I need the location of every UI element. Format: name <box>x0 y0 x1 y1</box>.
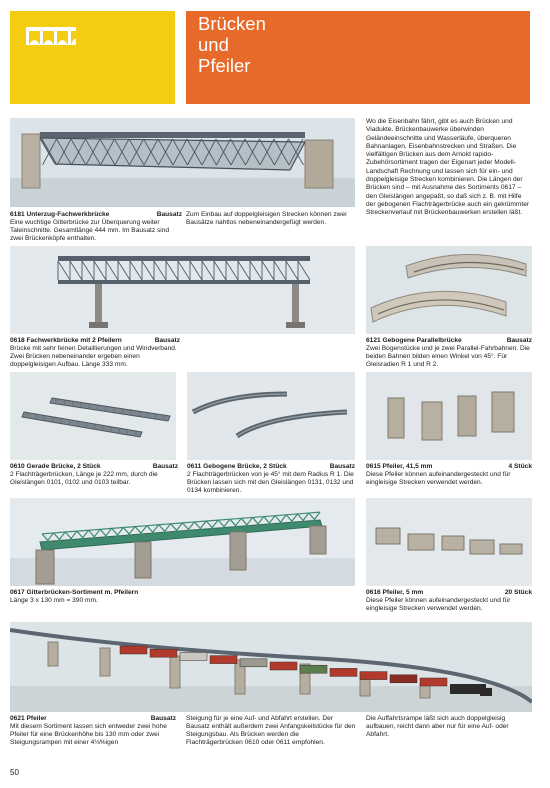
title-line: Pfeiler <box>198 55 251 76</box>
caption-title-row <box>10 463 178 471</box>
item-number: 0618 <box>10 337 25 344</box>
item-tag: Bausatz <box>329 463 355 470</box>
caption-0618 <box>10 337 180 369</box>
caption-0621-col3 <box>366 715 532 739</box>
item-name: Unterzug-Fachwerkbrücke <box>26 211 110 218</box>
caption-title-row <box>187 463 355 471</box>
page-number: 50 <box>10 768 19 777</box>
item-name: Gebogene Parallelbrücke <box>382 337 462 344</box>
item-description: Diese Pfeiler können aufeinandergesteckt und für eingleisige Strecken verwendet werden. <box>366 597 511 613</box>
item-name: Gitterbrücken-Sortiment m. Pfeilern <box>26 589 139 596</box>
photo-0618-bridge <box>10 246 355 334</box>
photo-6181-bridge <box>10 118 355 207</box>
photo-6121-curved-bridge <box>366 246 532 334</box>
caption-0611 <box>187 463 355 495</box>
item-tag: 20 Stück <box>504 589 532 596</box>
item-description: Mit diesem Sortiment lassen sich entweder zwei hohe Pfeiler für eine Brückenhöhe bis 130 mm oder zwei Steigungsrampen mit einer 4⅛%igen <box>10 723 167 747</box>
item-number: 6121 <box>366 337 381 344</box>
caption-6181-extra <box>186 211 352 227</box>
intro-text <box>366 118 532 218</box>
item-extra-note: Zum Einbau auf doppelgleisigen Strecken können zwei Bausätze nahtlos nebeneinandergefügt werden. <box>186 211 347 227</box>
caption-title-row <box>10 715 176 723</box>
item-number: 0610 <box>10 463 25 470</box>
item-description-continued: Steigung für je eine Auf- und Abfahrt erstellen. Der Bausatz enthält außerdem zwei Anfangskeilstücke für den Steigungsbau. Als Brücken werden die Flachträgerbrücken 0610 oder 0611 empfohlen. <box>186 715 356 747</box>
photo-0617-truss-bridges <box>10 498 355 586</box>
caption-title-row <box>10 589 210 597</box>
caption-0621-col2 <box>186 715 356 747</box>
intro-paragraph: Wo die Eisenbahn fährt, gibt es auch Brücken und Viadukte. Brückenbauwerke überwinden Geländeeinschnitte und Wasserläufe, überqueren Bahnanlagen, Eisenbahnstrecken und Straßen. Die vielfältigen Brücken aus dem Arnold rapido-Zubehörsortiment tragen der Eigenart jeder Modell-Landschaft Rechnung und lassen sich für ein- und doppelgleisige Strecken kombinieren. Die Längen der Brücken sind – mit Ausnahme des Sortiments 0617 – den Gleislängen angepaßt, so daß sich z. B. mit Hilfe der gebogenen Flachträgerbrücke auch ein gekrümmter Streckenverlauf mit Brückenbauwerken erstellen läßt. <box>366 118 530 217</box>
caption-0610 <box>10 463 178 487</box>
item-name: Pfeiler, 41,5 mm <box>382 463 433 470</box>
item-description-continued: Die Auffahrtsrampe läßt sich auch doppelgleisig aufbauen, reicht dann aber nur für eine Auf- oder Abfahrt. <box>366 715 509 739</box>
title-line: Brücken <box>198 13 266 34</box>
caption-0617 <box>10 589 210 605</box>
item-description: Länge 3 x 130 mm = 390 mm. <box>10 597 98 605</box>
item-name: Pfeiler <box>26 715 47 722</box>
item-tag: Bausatz <box>154 337 180 344</box>
photo-0611-curved-bridge <box>187 372 355 460</box>
page-title <box>198 13 518 76</box>
item-tag: Bausatz <box>506 337 532 344</box>
caption-title-row <box>366 463 532 471</box>
item-description: 2 Flachträgerbrücken, Länge je 222 mm, durch die Gleislängen 0101, 0102 und 0103 teilbar. <box>10 471 158 487</box>
photo-0610-straight-bridge <box>10 372 176 460</box>
caption-title-row <box>366 337 532 345</box>
item-name: Gerade Brücke, 2 Stück <box>26 463 101 470</box>
caption-title-row <box>366 589 532 597</box>
item-name: Fachwerkbrücke mit 2 Pfeilern <box>26 337 122 344</box>
item-number: 0615 <box>366 463 381 470</box>
item-tag: Bausatz <box>156 211 182 218</box>
caption-6121 <box>366 337 532 369</box>
item-description: Diese Pfeiler können aufeinandergesteckt und für eingleisige Strecken verwendet werden. <box>366 471 511 487</box>
photo-0615-piers <box>366 372 532 460</box>
caption-0615 <box>366 463 532 487</box>
caption-title-row <box>10 211 182 219</box>
caption-0616 <box>366 589 532 613</box>
caption-6181 <box>10 211 182 243</box>
item-tag: Bausatz <box>152 463 178 470</box>
photo-0621-ramp-train <box>10 622 532 712</box>
bridge-logo-icon <box>26 27 76 45</box>
item-number: 0611 <box>187 463 202 470</box>
item-tag: 4 Stück <box>508 463 532 470</box>
title-line: und <box>198 34 229 55</box>
caption-0621 <box>10 715 176 747</box>
header-yellow-block <box>10 11 175 104</box>
item-number: 6181 <box>10 211 25 218</box>
item-name: Pfeiler, 5 mm <box>382 589 424 596</box>
item-number: 0616 <box>366 589 381 596</box>
item-description: Zwei Bogenstücke und je zwei Parallel-Fahrbahnen. Die beiden Bahnen bilden einen Winkel von 45°. Für Gleisradien R 1 und R 2. <box>366 345 530 369</box>
item-description: Brücke mit sehr feinen Detaillierungen und Windverband. Zwei Brücken nebeneinander ergeben einen doppelgleisigen Aufbau. Länge 333 mm. <box>10 345 177 369</box>
item-description: 2 Flachträgerbrücken von je 45° mit dem Radius R 1. Die Brücken lassen sich mit den Gleislängen 0131, 0132 und 0134 kombinieren. <box>187 471 354 495</box>
photo-0616-small-piers <box>366 498 532 586</box>
caption-title-row <box>10 337 180 345</box>
item-number: 0617 <box>10 589 25 596</box>
item-number: 0621 <box>10 715 25 722</box>
item-name: Gebogene Brücke, 2 Stück <box>203 463 287 470</box>
item-tag: Bausatz <box>150 715 176 722</box>
item-description: Eine wuchtige Gitterbrücke zur Überquerung weiter Taleinschnitte. Gesamtlänge 444 mm. Im Bausatz sind zwei Brückenköpfe enthalten. <box>10 219 170 243</box>
